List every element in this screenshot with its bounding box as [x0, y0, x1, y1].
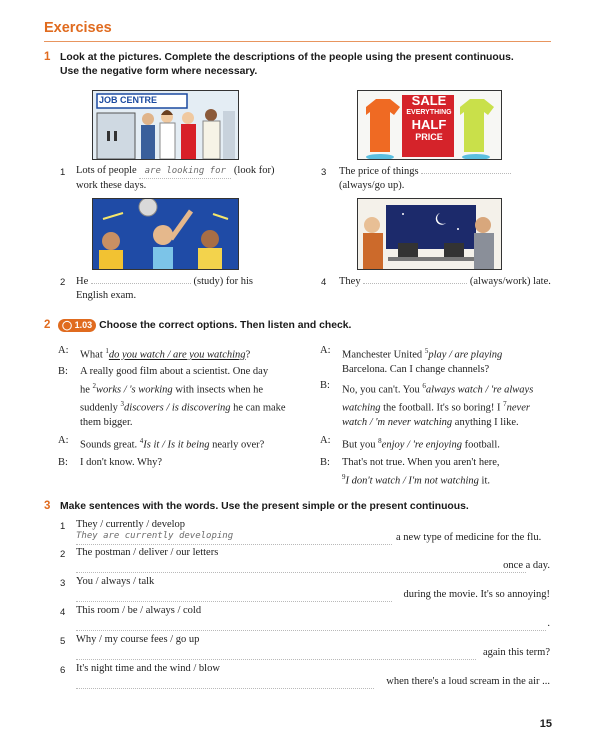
option-choice[interactable]: works / 's working [96, 384, 173, 395]
text: them bigger. [80, 416, 133, 428]
ex2-line-5 [342, 344, 502, 377]
ex3-item-6-prompt: It's night time and the wind / blow [76, 663, 220, 674]
text: the football. It's so boring! I [380, 402, 504, 414]
option-choice[interactable]: Is it / Is it being [143, 439, 210, 450]
option-choice[interactable]: watching [342, 402, 381, 414]
ex3-item-4-prompt: This room / be / always / cold [76, 605, 202, 616]
ex2-right-dialogue [320, 344, 560, 489]
text: it. [478, 475, 490, 487]
ex2-line-4: I don't know. Why? [80, 457, 163, 468]
ex1-item-4-text: They [339, 276, 361, 287]
gap-number: 7 [503, 400, 507, 408]
ex1-item-3-answer-field[interactable] [421, 164, 511, 174]
page-title: Exercises [44, 20, 112, 36]
ex3-item-5-ending: again this term? [482, 647, 550, 658]
ex3-item-5-prompt: Why / my course fees / go up [76, 634, 200, 645]
ex1-item-1 [76, 164, 306, 193]
ex1-item-4-hint: (always/work) late. [469, 276, 551, 287]
ex3-item-6-answer-field[interactable] [76, 676, 374, 689]
ex3-item-6-number: 6 [60, 665, 66, 676]
gap-number: 1 [105, 347, 109, 355]
exercise-3-instruction: Make sentences with the words. Use the present simple or the present continuous. [60, 501, 469, 512]
ex1-item-3-text: The price of things [339, 166, 419, 177]
picture-party [92, 198, 239, 270]
gap-number: 5 [424, 347, 429, 355]
ex1-item-2-answer-field[interactable] [91, 274, 191, 284]
audio-track-badge[interactable] [58, 319, 96, 332]
audio-track-number: 1.03 [74, 320, 93, 330]
gap-number: 2 [92, 381, 97, 390]
speaker-label: A: [58, 345, 69, 356]
ex1-item-2 [76, 274, 306, 303]
ex2-line-7 [342, 434, 500, 453]
ex3-item-3-number: 3 [60, 578, 66, 589]
ex3-item-3-answer-field[interactable] [76, 589, 392, 602]
text: Manchester United [342, 349, 425, 361]
ex3-item-4-answer-field[interactable] [76, 618, 546, 631]
option-choice[interactable]: never [506, 402, 530, 414]
speaker-label: A: [320, 345, 331, 356]
text: Barcelona. Can I change channels? [342, 363, 490, 375]
job-centre-sign: JOB CENTRE [99, 95, 158, 105]
ex1-item-2-text-continued: English exam. [76, 290, 137, 301]
text: But you [342, 439, 379, 450]
ex3-item-4-ending: . [547, 618, 550, 629]
party-illustration [93, 199, 238, 269]
option-choice[interactable]: play / are playing [428, 349, 503, 361]
exercise-1-instruction-line-2: Use the negative form where necessary. [60, 66, 258, 77]
ex3-item-1-ending: a new type of medicine for the flu. [396, 532, 542, 543]
ex1-item-1-text: Lots of people [76, 165, 137, 176]
text: What [80, 349, 106, 361]
option-choice[interactable]: watch / 'm never watching [342, 416, 453, 428]
picture-sale [357, 90, 502, 160]
ex3-item-2-ending: once a day. [503, 560, 550, 571]
sale-sign [403, 95, 455, 143]
option-choice[interactable]: discovers / is discovering [124, 402, 231, 414]
page-number: 15 [539, 718, 552, 730]
gap-number: 9 [342, 473, 346, 481]
audio-icon: ◯ [62, 320, 73, 330]
ex3-item-3-ending: during the movie. It's so annoying! [403, 589, 550, 600]
ex3-item-2-prompt: The postman / deliver / our letters [76, 547, 219, 558]
ex2-line-3 [80, 434, 264, 453]
ex3-item-3-prompt: You / always / talk [76, 576, 155, 587]
ex1-item-2-number: 2 [60, 277, 66, 288]
ex2-line-8 [342, 456, 500, 489]
ex3-item-2-answer-field[interactable] [76, 560, 526, 573]
ex1-item-1-text-continued: work these days. [76, 180, 147, 191]
speaker-label: A: [320, 434, 331, 446]
ex3-item-1-answer[interactable]: They are currently developing [76, 531, 392, 545]
ex3-item-1-prompt: They / currently / develop [76, 519, 186, 530]
gap-number: 3 [120, 400, 125, 408]
speaker-label: B: [58, 457, 68, 468]
speaker-label: B: [320, 457, 330, 468]
exercise-2-instruction-text: Choose the correct options. Then listen and check. [99, 320, 352, 331]
exercise-1-instruction-line-1: Look at the pictures. Complete the descriptions of the people using the present continuous. [60, 52, 514, 63]
text: he [80, 384, 93, 395]
speaker-label: B: [320, 379, 330, 391]
ex1-item-4 [339, 274, 554, 289]
gap-number: 4 [139, 436, 144, 445]
ex1-item-3 [339, 164, 554, 193]
option-choice[interactable]: enjoy / 're enjoying [381, 439, 462, 450]
ex3-item-5-number: 5 [60, 636, 66, 647]
ex1-item-2-hint: (study) for his [193, 276, 253, 287]
sale-sign-price: PRICE [415, 132, 443, 142]
office-night-illustration [358, 199, 501, 269]
ex2-line-2 [80, 365, 286, 430]
ex3-item-5-answer-field[interactable] [76, 647, 476, 660]
title-rule [44, 41, 551, 42]
option-choice[interactable]: always watch / 're always [425, 384, 534, 395]
text: That's not true. When you aren't here, [342, 457, 500, 468]
ex3-item-4-number: 4 [60, 607, 66, 618]
ex2-line-6 [342, 379, 533, 430]
option-choice[interactable]: I don't watch / I'm not watching [345, 475, 479, 487]
sale-sign-sale: SALE [411, 93, 447, 108]
exercise-3-number: 3 [44, 500, 51, 512]
exercise-2-number: 2 [44, 319, 51, 331]
picture-office-night [357, 198, 502, 270]
picture-job-centre [92, 90, 239, 160]
text: A really good film about a scientist. One day [80, 365, 269, 377]
text: No, you can't. You [342, 384, 423, 395]
ex2-left-dialogue [58, 344, 298, 470]
option-choice[interactable]: do you watch / are you watching [108, 349, 246, 361]
speaker-label: A: [58, 434, 69, 446]
text: ? [245, 349, 251, 361]
ex1-item-1-number: 1 [60, 167, 66, 178]
text: with insects when he [172, 384, 264, 395]
ex1-item-3-hint: (always/go up). [339, 180, 405, 191]
ex1-item-4-number: 4 [321, 277, 327, 288]
ex1-item-1-answer[interactable]: are looking for [139, 164, 231, 179]
exercise-1-instruction [60, 51, 555, 79]
text: nearly over? [209, 439, 265, 450]
ex3-item-2-number: 2 [60, 549, 66, 560]
ex1-item-2-text: He [76, 276, 89, 287]
text: anything I like. [452, 416, 519, 428]
text: Sounds great. [80, 439, 140, 450]
sale-sign-half: HALF [411, 117, 447, 132]
gap-number: 6 [422, 381, 426, 390]
exercise-1-number: 1 [44, 51, 51, 63]
ex1-item-1-hint: (look for) [233, 165, 275, 176]
ex2-line-1 [80, 344, 250, 363]
ex1-item-4-answer-field[interactable] [363, 274, 467, 284]
ex3-item-6-ending: when there's a loud scream in the air ... [386, 676, 550, 687]
speaker-label: B: [58, 365, 68, 377]
text: he can make [230, 402, 286, 414]
ex3-item-1-number: 1 [60, 521, 66, 532]
exercise-2-instruction [58, 319, 553, 333]
text: football. [461, 439, 500, 450]
text: suddenly [80, 402, 121, 414]
gap-number: 8 [378, 436, 382, 445]
sale-sign-everything: EVERYTHING [406, 109, 452, 116]
ex1-item-3-number: 3 [321, 167, 327, 178]
